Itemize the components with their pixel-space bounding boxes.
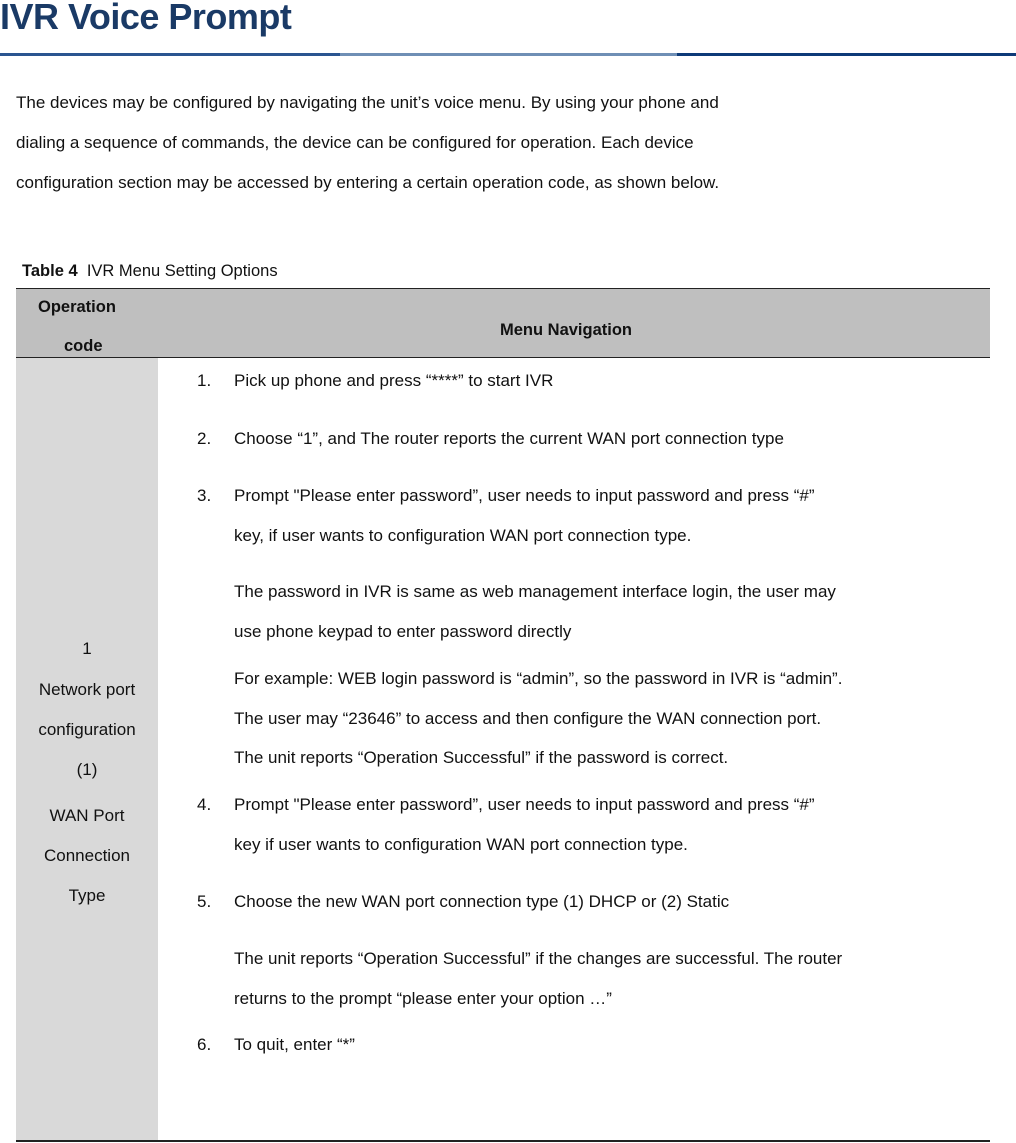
step-number: 5. — [197, 892, 212, 911]
code-line: WAN Port — [49, 806, 125, 825]
intro-line: dialing a sequence of commands, the device can be configured for operation. Each device — [16, 133, 694, 152]
header-menu-navigation: Menu Navigation — [500, 321, 633, 339]
step-text: Prompt "Please enter password”, user needs to input password and press “#” — [234, 795, 815, 814]
step-text: returns to the prompt “please enter your option …” — [234, 989, 612, 1008]
operation-code-cell — [16, 358, 158, 1141]
step-text: To quit, enter “*” — [234, 1035, 355, 1054]
caption-text: IVR Menu Setting Options — [86, 262, 278, 280]
title-rule — [677, 53, 1016, 56]
caption-label: Table 4 — [22, 262, 78, 280]
step-text: Pick up phone and press “****” to start IVR — [234, 371, 554, 390]
table-bottom-rule — [16, 1140, 990, 1142]
page-title: IVR Voice Prompt — [0, 0, 292, 37]
header-code: code — [64, 337, 103, 355]
intro-line: configuration section may be accessed by entering a certain operation code, as shown below. — [16, 173, 720, 192]
code-line: Connection — [43, 846, 130, 865]
code-line: Network port — [38, 680, 136, 699]
code-line: configuration — [38, 720, 136, 739]
step-text: key, if user wants to configuration WAN port connection type. — [234, 526, 692, 545]
step-number: 6. — [197, 1035, 212, 1054]
title-rule — [340, 53, 677, 56]
step-text: Prompt "Please enter password”, user needs to input password and press “#” — [234, 486, 815, 505]
step-number: 4. — [197, 795, 212, 814]
step-text: key if user wants to configuration WAN port connection type. — [234, 835, 688, 854]
step-number: 3. — [197, 486, 212, 505]
step-text: The unit reports “Operation Successful” if the password is correct. — [234, 748, 729, 767]
code-line: Type — [68, 886, 106, 905]
intro-line: The devices may be configured by navigating the unit’s voice menu. By using your phone and — [16, 93, 719, 112]
step-text: Choose “1”, and The router reports the current WAN port connection type — [234, 429, 784, 448]
step-text: For example: WEB login password is “admin”, so the password in IVR is “admin”. — [234, 669, 843, 688]
step-text: use phone keypad to enter password directly — [234, 622, 572, 641]
step-number: 2. — [197, 429, 212, 448]
step-text: The password in IVR is same as web management interface login, the user may — [234, 582, 836, 601]
step-text: The user may “23646” to access and then configure the WAN connection port. — [234, 709, 822, 728]
step-number: 1. — [197, 371, 212, 390]
title-rule — [0, 53, 340, 56]
code-line: 1 — [82, 639, 92, 658]
code-line: (1) — [76, 760, 98, 779]
step-text: The unit reports “Operation Successful” if the changes are successful. The router — [234, 949, 843, 968]
step-text: Choose the new WAN port connection type (1) DHCP or (2) Static — [234, 892, 730, 911]
table-caption — [22, 262, 278, 281]
header-operation: Operation — [38, 298, 116, 316]
